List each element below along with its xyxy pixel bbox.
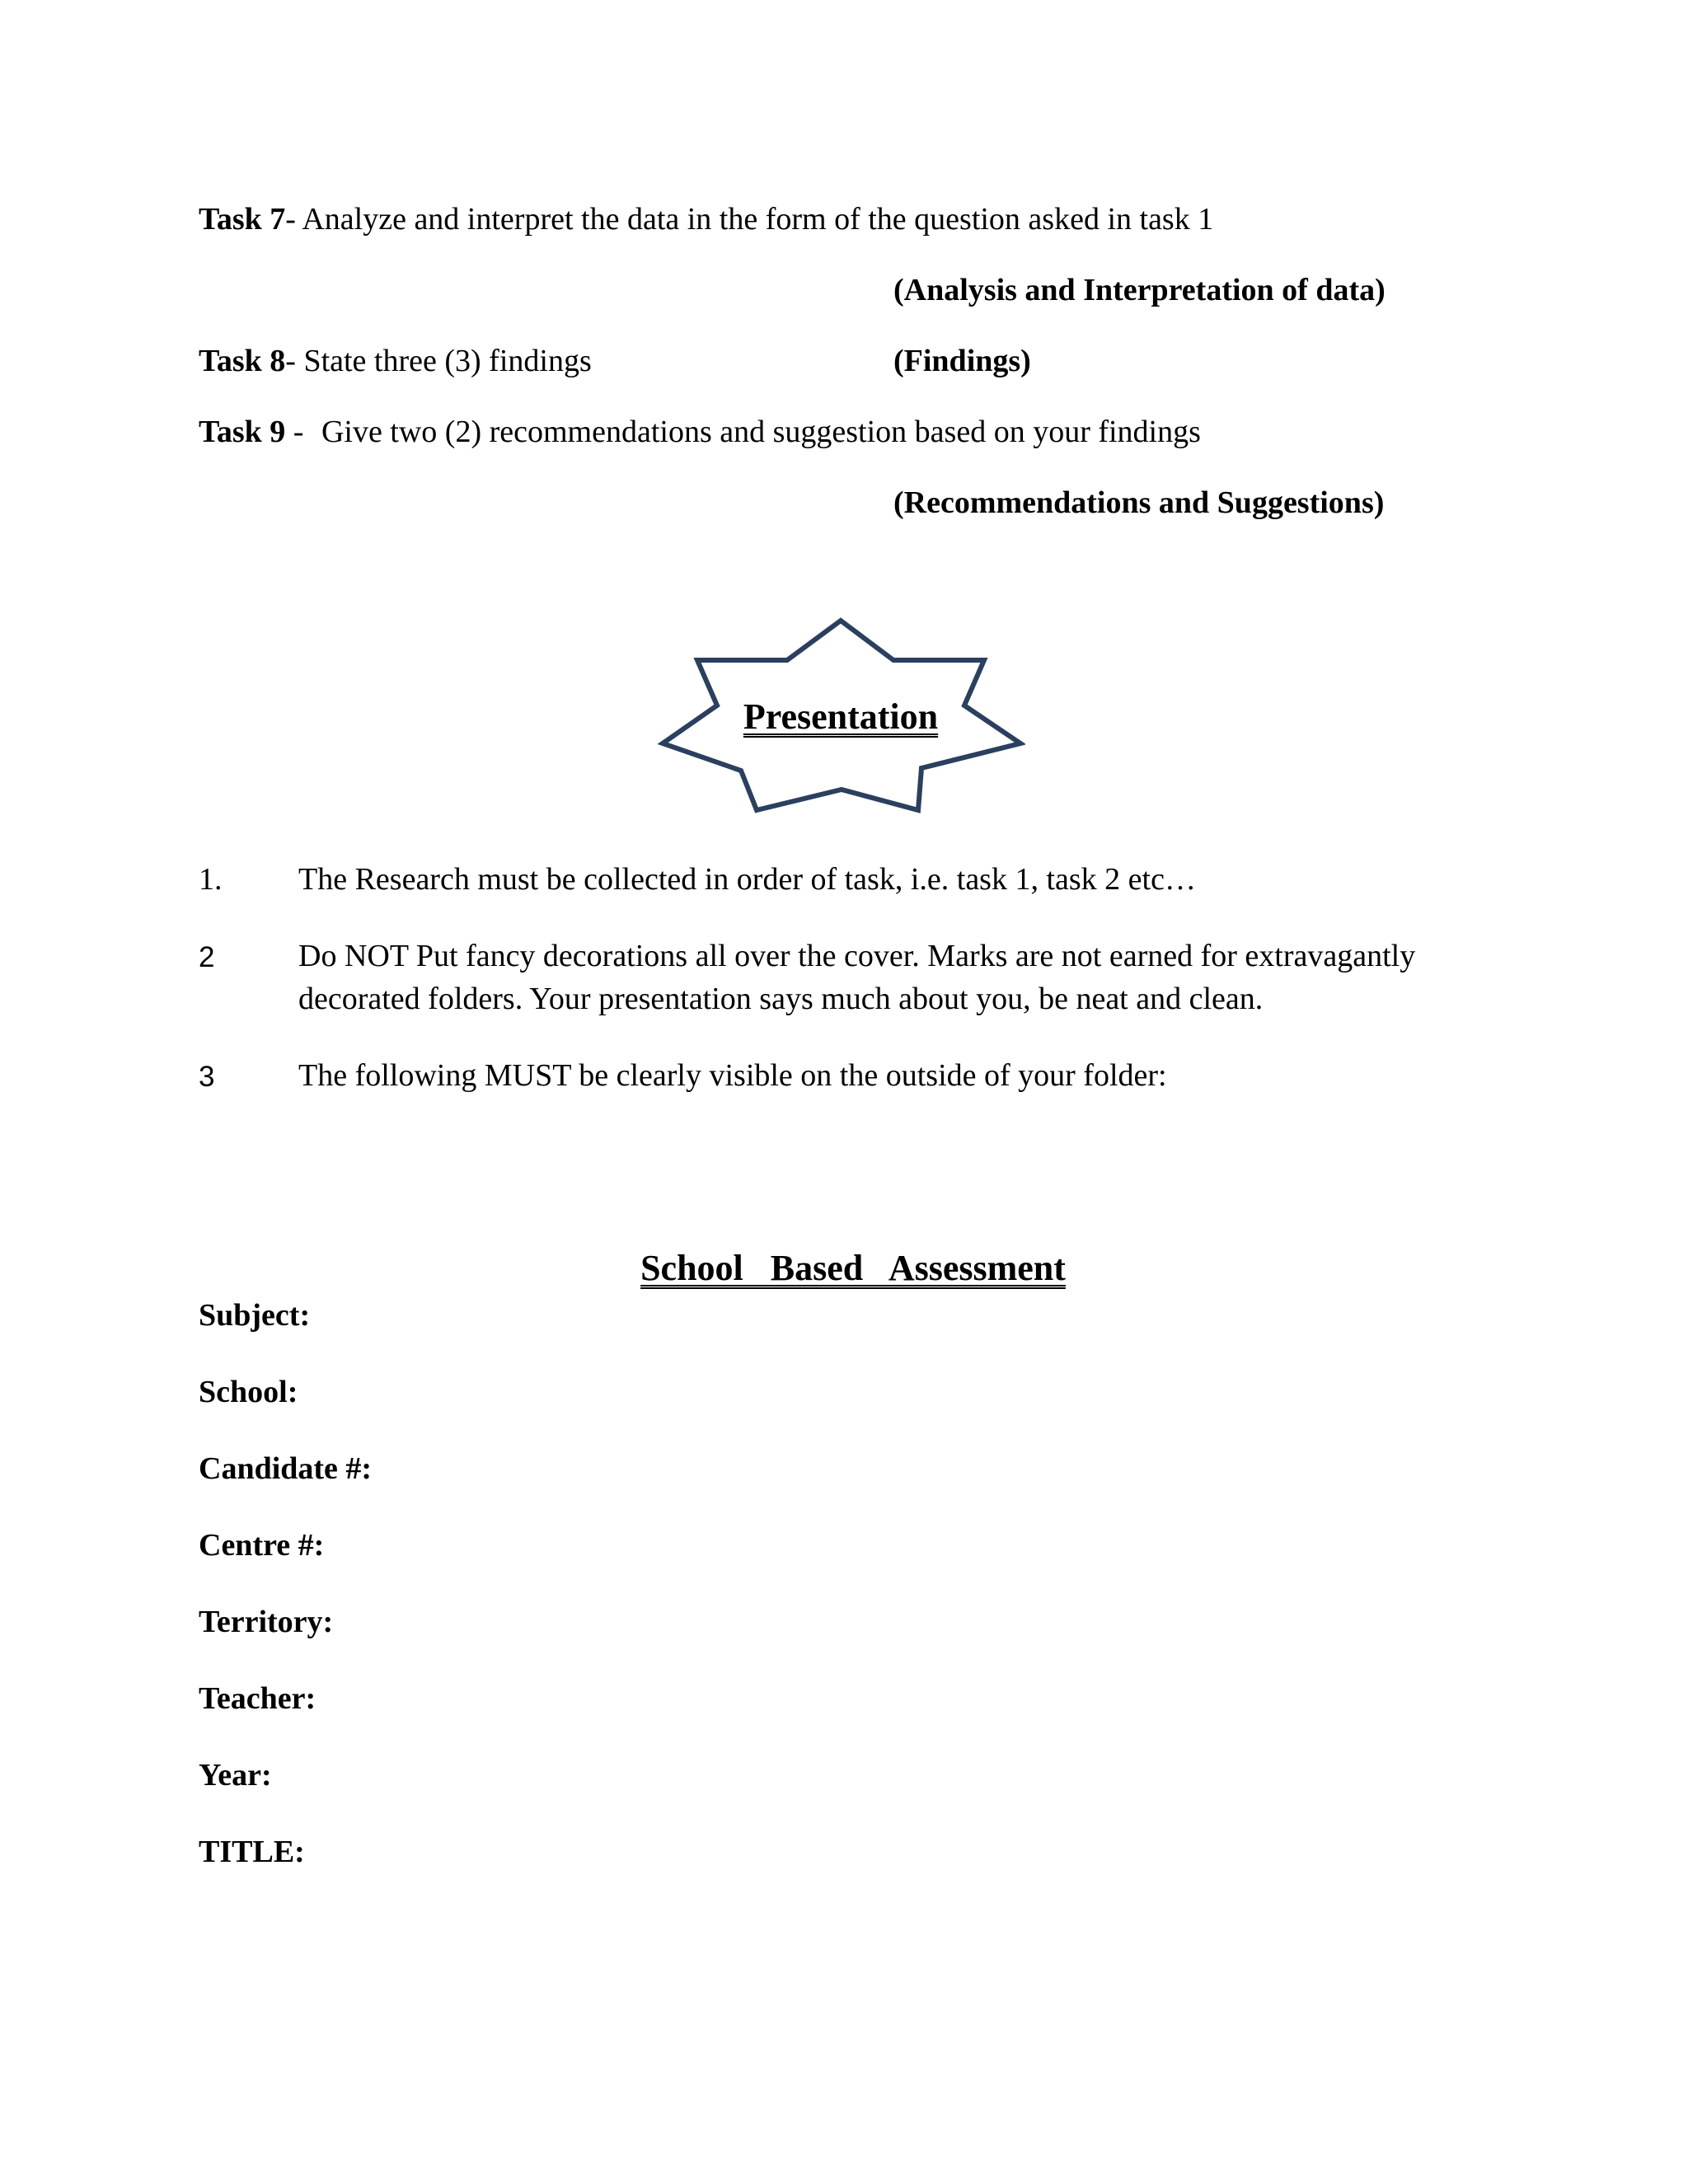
task-8-separator: - bbox=[285, 344, 304, 378]
task-9-line bbox=[199, 416, 1201, 448]
field-candidate-number: Candidate #: bbox=[199, 1451, 373, 1486]
list-item-2-text-line-1: Do NOT Put fancy decorations all over the cover. Marks are not earned for extravagantly bbox=[298, 939, 1416, 973]
task-8-label: Task 8 bbox=[199, 344, 286, 378]
task-8-text: State three (3) findings bbox=[303, 344, 592, 378]
list-item-3-number: 3 bbox=[199, 1061, 215, 1093]
list-item-1-number: 1. bbox=[199, 862, 223, 897]
task-8-line bbox=[199, 345, 592, 377]
cover-title-text: School Based Assessment bbox=[640, 1248, 1066, 1288]
task-7-label: Task 7 bbox=[199, 202, 286, 237]
field-territory: Territory: bbox=[199, 1605, 334, 1639]
task-7-text: Analyze and interpret the data in the form of the question asked in task 1 bbox=[302, 202, 1214, 237]
list-item-2-text-line-2: decorated folders. Your presentation says much about you, be neat and clean. bbox=[298, 982, 1264, 1016]
task-9-label: Task 9 bbox=[199, 415, 286, 449]
field-school: School: bbox=[199, 1375, 298, 1409]
task-9-category: (Recommendations and Suggestions) bbox=[893, 485, 1385, 520]
list-item-3-text: The following MUST be clearly visible on the outside of your folder: bbox=[298, 1058, 1167, 1093]
field-teacher: Teacher: bbox=[199, 1681, 316, 1716]
task-7-line bbox=[199, 204, 1213, 235]
field-centre-number: Centre #: bbox=[199, 1528, 325, 1563]
task-8-category: (Findings) bbox=[893, 344, 1031, 378]
task-9-text: Give two (2) recommendations and suggestion based on your findings bbox=[321, 415, 1201, 449]
presentation-star-banner bbox=[656, 616, 1025, 819]
task-7-separator: - bbox=[285, 202, 302, 237]
list-item-2-number: 2 bbox=[199, 941, 215, 973]
task-9-separator: - bbox=[285, 415, 312, 449]
task-7-category: (Analysis and Interpretation of data) bbox=[893, 273, 1386, 307]
field-title: TITLE: bbox=[199, 1835, 305, 1869]
field-year: Year: bbox=[199, 1758, 272, 1793]
cover-title bbox=[0, 1214, 1688, 1286]
presentation-heading: Presentation bbox=[743, 696, 939, 737]
list-item-1-text: The Research must be collected in order of task, i.e. task 1, task 2 etc… bbox=[298, 862, 1196, 897]
field-subject: Subject: bbox=[199, 1298, 311, 1333]
